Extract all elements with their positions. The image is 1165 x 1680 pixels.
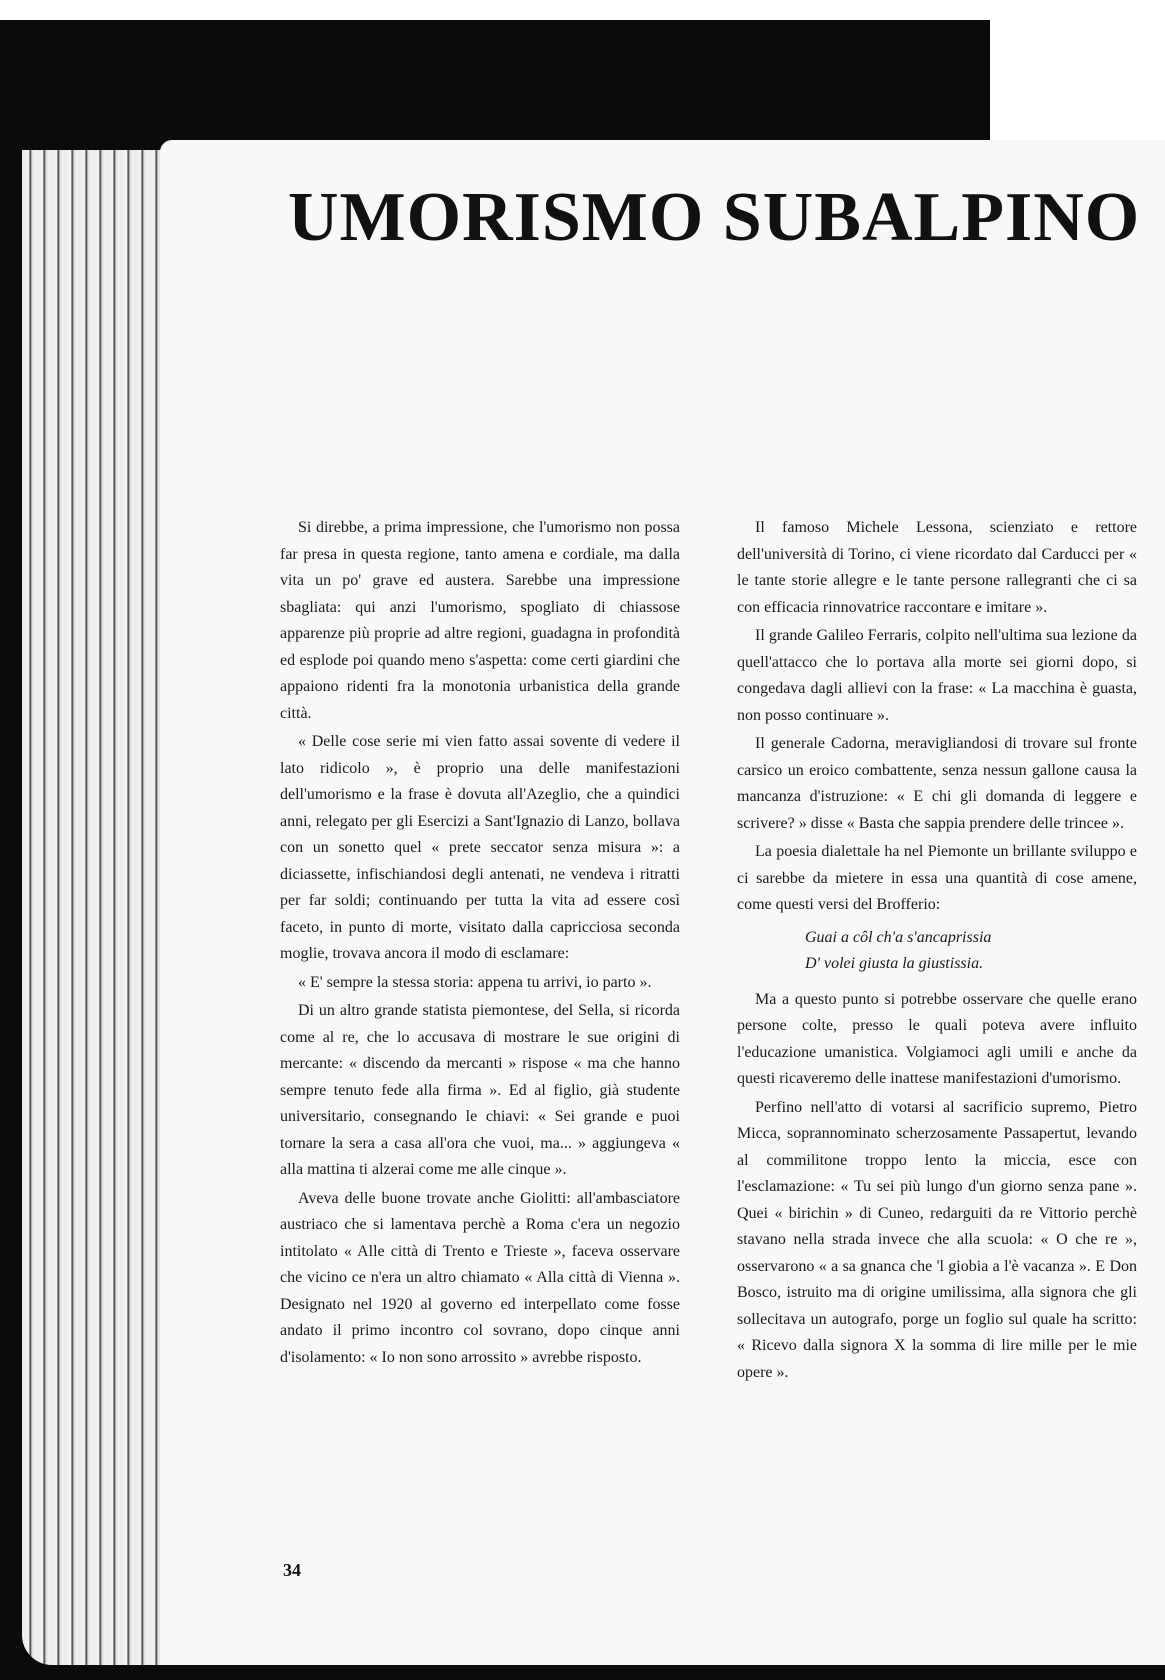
paragraph: Ma a questo punto si potrebbe osservare che quelle erano persone colte, presso le quali poteva avere influito l'educazione umanistica. Volgiamoci agli umili e anche da questi ricaveremo delle inattese manifestazioni d'umorismo. [737,990,1137,1087]
dialect-verse [805,925,1137,977]
right-column [737,515,1137,1386]
paragraph: Perfino nell'atto di votarsi al sacrificio supremo, Pietro Micca, soprannominato scherzosamente Passapertut, levando al commilitone troppo lento la miccia, esce con l'esclamazione: « Tu sei più lungo d'un giorno senza pane ». Quei « birichin » di Cuneo, redarguiti da re Vittorio perchè stavano nella strada invece che alla scuola: « O che re », osservarono « a sa gnanca che 'l giobia a l'è vacanza ». E Don Bosco, istruito ma di origine umilissima, alla signora che gli sollecitava un autografo, porge un foglio sul quale ha scritto: « Ricevo dalla signora X la somma di lire mille per le mie opere ». [737,1098,1137,1381]
scan-margin-top [0,0,1165,20]
paragraph: « E' sempre la stessa storia: appena tu arrivi, io parto ». [298,973,652,991]
verse-line: D' volei giusta la giustissia. [805,954,984,972]
left-column [280,515,680,1371]
paragraph: « Delle cose serie mi vien fatto assai sovente di vedere il lato ridicolo », è proprio una delle manifestazioni dell'umorismo e la frase è dovuta all'Azeglio, che a quindici anni, relegato per gli Esercizi a Sant'Ignazio di Lanzo, bollava con un sonetto quel « prete seccator senza misura »: a diciassette, infischiandosi degli antenati, ne vendeva i ritratti per far soldi; continuando per tutta la vita ad essere così faceto, in punto di morte, visitato dalla capricciosa seconda moglie, trovava ancora il modo di esclamare: [280,733,680,962]
paragraph: Il famoso Michele Lessona, scienziato e rettore dell'università di Torino, ci viene ricordato dal Carducci per « le tante storie allegre e le tante persone rallegranti che ci sa con efficacia rinnovatrice raccontare e imitare ». [737,519,1137,616]
article-title: UMORISMO SUBALPINO [288,179,1141,256]
paragraph: Si direbbe, a prima impressione, che l'umorismo non possa far presa in questa regione, tanto amena e cordiale, ma dalla vita un po' grave ed austera. Sarebbe una impressione sbagliata: qui anzi l'umorismo, spogliato di chiassose apparenze più proprie ad altre regioni, guadagna in profondità ed esplode poi quando meno s'aspetta: come certi giardini che appaiono ridenti fra la monotonia urbanistica della grande città. [280,519,680,722]
paragraph: Aveva delle buone trovate anche Giolitti: all'ambasciatore austriaco che si lamentava perchè a Roma c'era un negozio intitolato « Alle città di Trento e Trieste », faceva osservare che vicino ce n'era un altro chiamato « Alla città di Vienna ». Designato nel 1920 al governo ed interpellato come fosse andato il primo incontro col sovrano, dopo cinque anni d'isolamento: « Io non sono arrossito » avrebbe risposto. [280,1189,680,1366]
book-page-edges [22,150,172,1665]
paragraph: Il grande Galileo Ferraris, colpito nell'ultima sua lezione da quell'attacco che lo portava alla morte sei giorni dopo, si congedava dagli allievi con la frase: « La macchina è guasta, non posso continuare ». [737,627,1137,724]
paragraph: Di un altro grande statista piemontese, del Sella, si ricorda come al re, che lo accusava di mostrare le sue origini di mercante: « discendo da mercanti » rispose « ma che hanno sempre tenuto fede alla firma ». Ed al figlio, già studente universitario, consegnando le chiavi: « Sei grande e puoi tornare la sera a casa all'ora che vuoi, ma... » aggiungeva « alla mattina ti alzerai come me alle cinque ». [280,1002,680,1178]
paragraph: Il generale Cadorna, meravigliandosi di trovare sul fronte carsico un eroico combattente, senza nessun gallone causa la mancanza d'istruzione: « E chi gli domanda di leggere e scrivere? » disse « Basta che sappia prendere delle trincee ». [737,735,1137,832]
paragraph: La poesia dialettale ha nel Piemonte un brillante sviluppo e ci sarebbe da mietere in essa una quantità di cose amene, come questi versi del Brofferio: [737,843,1137,913]
scan-margin-right [990,20,1165,145]
verse-line: Guai a côl ch'a s'ancaprissia [805,928,992,946]
page-number: 34 [283,1560,301,1580]
